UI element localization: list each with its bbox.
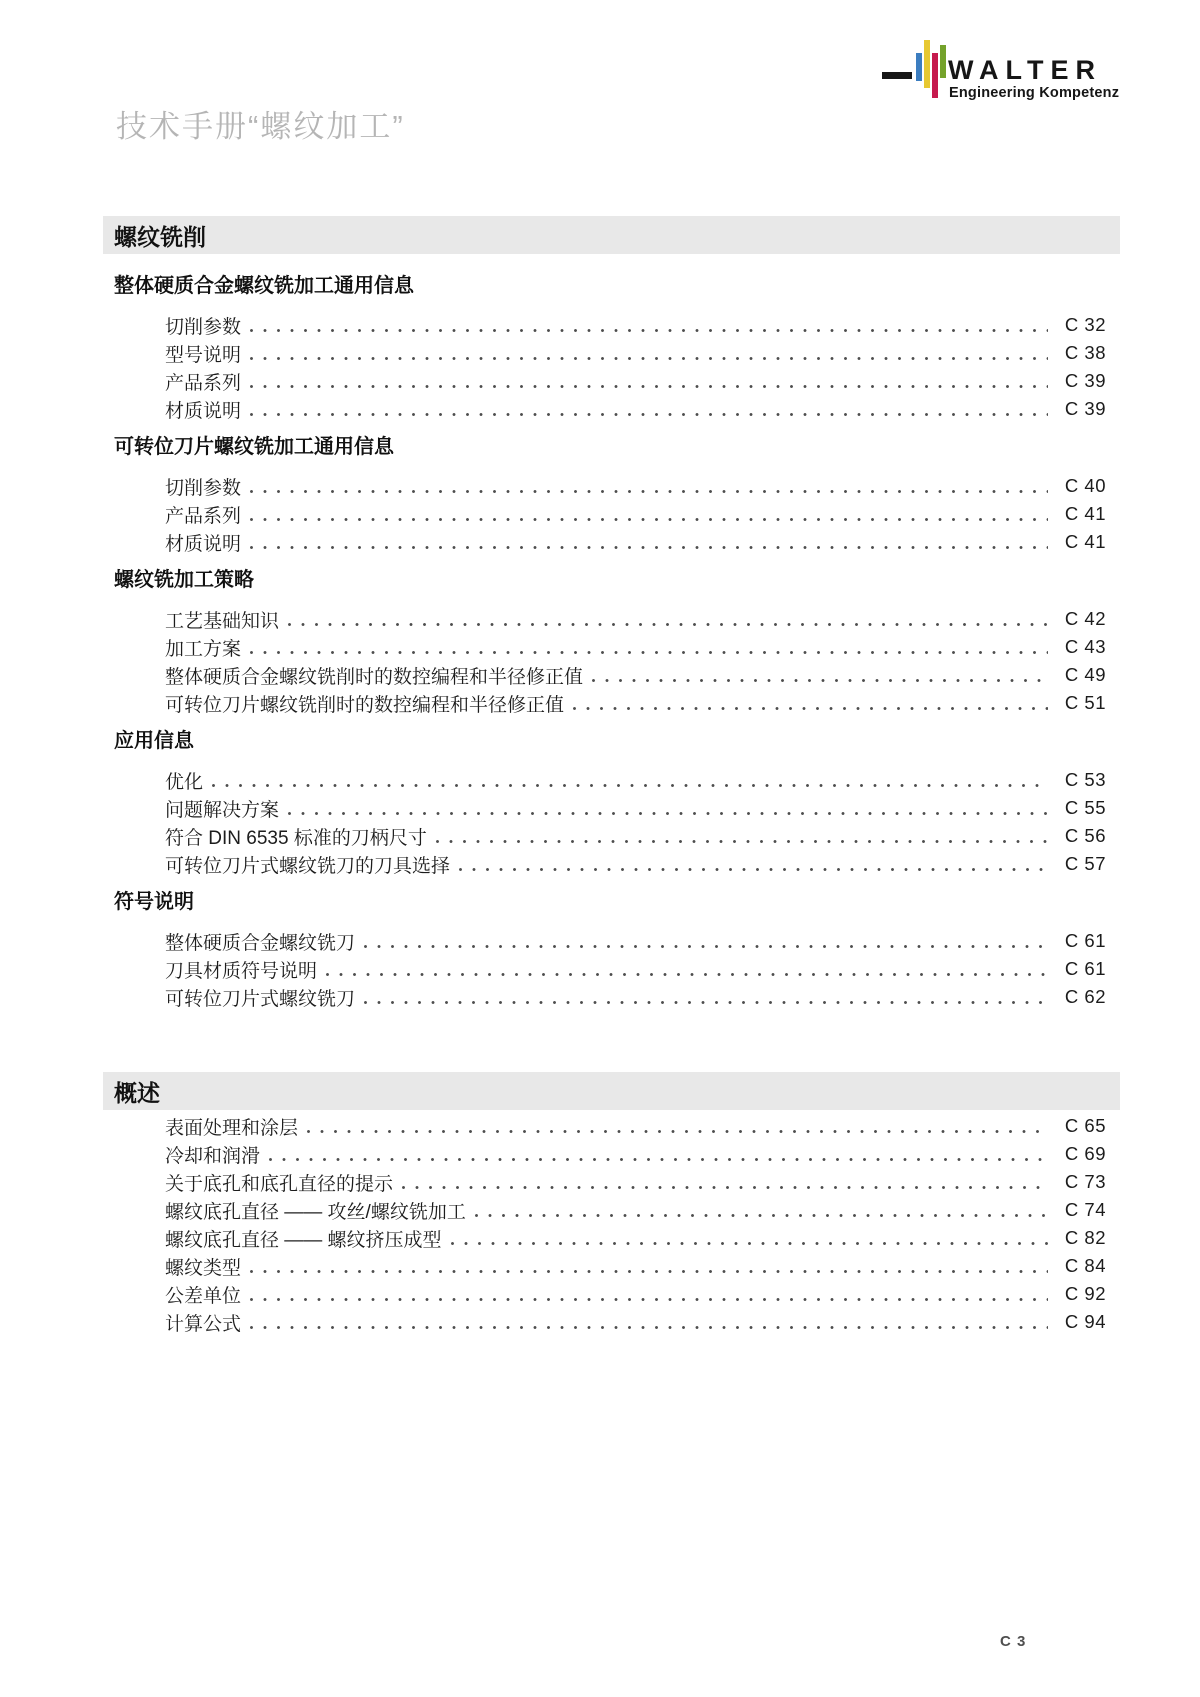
logo-tagline: Engineering Kompetenz <box>949 85 1120 101</box>
toc-entry-row <box>103 1224 1120 1252</box>
toc <box>103 216 1120 1336</box>
toc-group-heading: 符号说明 <box>114 891 194 913</box>
toc-entry-label: 螺纹底孔直径 —— 攻丝/螺纹铣加工 <box>165 1201 466 1223</box>
toc-entry-label: 表面处理和涂层 <box>165 1117 299 1139</box>
section-header-label: 螺纹铣削 <box>114 223 206 250</box>
toc-entry-label: 可转位刀片螺纹铣削时的数控编程和半径修正值 <box>165 694 565 716</box>
toc-group-heading: 螺纹铣加工策略 <box>114 569 254 591</box>
dot-leader <box>288 623 1048 626</box>
toc-entry-page-number: C 42 <box>1064 608 1106 629</box>
toc-entry-page-number: C 62 <box>1064 986 1106 1007</box>
toc-entry-page-number: C 41 <box>1064 503 1106 524</box>
dot-leader <box>288 812 1048 815</box>
toc-entry-label: 优化 <box>165 771 204 793</box>
toc-entry-row <box>103 983 1120 1011</box>
toc-entry-label: 计算公式 <box>165 1313 242 1335</box>
toc-entry-label: 符合 DIN 6535 标准的刀柄尺寸 <box>165 827 427 849</box>
toc-entry-label: 可转位刀片式螺纹铣刀的刀具选择 <box>165 855 451 877</box>
toc-entry-label: 工艺基础知识 <box>165 610 280 632</box>
toc-group <box>103 274 1120 423</box>
toc-entry-label: 材质说明 <box>165 400 242 422</box>
toc-entry-page-number: C 39 <box>1064 370 1106 391</box>
toc-group-heading: 应用信息 <box>114 730 194 752</box>
toc-entry-row <box>103 395 1120 423</box>
toc-entry-page-number: C 69 <box>1064 1143 1106 1164</box>
logo-bar-red <box>932 53 938 98</box>
dot-leader <box>250 546 1048 549</box>
toc-entry-page-number: C 39 <box>1064 398 1106 419</box>
toc-entry-label: 螺纹类型 <box>165 1257 242 1279</box>
dot-leader <box>250 490 1048 493</box>
dot-leader <box>326 973 1048 976</box>
toc-section-0 <box>103 216 1120 1011</box>
toc-entry-row <box>103 472 1120 500</box>
toc-entry-row <box>103 661 1120 689</box>
toc-entry-label: 问题解决方案 <box>165 799 280 821</box>
toc-entry-row <box>103 1112 1120 1140</box>
toc-entry-row <box>103 689 1120 717</box>
dot-leader <box>250 357 1048 360</box>
footer-page-number: C 3 <box>1000 1633 1027 1650</box>
toc-entry-page-number: C 32 <box>1064 314 1106 335</box>
toc-entry-row <box>103 1308 1120 1336</box>
logo-bar-green <box>940 45 946 78</box>
toc-entry-page-number: C 51 <box>1064 692 1106 713</box>
toc-entry-row <box>103 794 1120 822</box>
dot-leader <box>250 413 1048 416</box>
toc-entry-row <box>103 500 1120 528</box>
dot-leader <box>402 1186 1048 1189</box>
toc-entry-page-number: C 43 <box>1064 636 1106 657</box>
toc-entry-label: 可转位刀片式螺纹铣刀 <box>165 988 356 1010</box>
dot-leader <box>212 784 1048 787</box>
logo-dash-mark <box>882 72 912 79</box>
toc-entry-label: 冷却和润滑 <box>165 1145 261 1167</box>
dot-leader <box>250 1270 1048 1273</box>
toc-entry-page-number: C 94 <box>1064 1311 1106 1332</box>
toc-group <box>103 729 1120 878</box>
toc-group <box>103 435 1120 556</box>
dot-leader <box>436 840 1048 843</box>
toc-entry-label: 加工方案 <box>165 638 242 660</box>
toc-entry-label: 整体硬质合金螺纹铣削时的数控编程和半径修正值 <box>165 666 584 688</box>
toc-entry-label: 公差单位 <box>165 1285 242 1307</box>
toc-section-1 <box>103 1072 1120 1336</box>
toc-entry-page-number: C 84 <box>1064 1255 1106 1276</box>
dot-leader <box>250 385 1048 388</box>
toc-entry-row <box>103 1280 1120 1308</box>
toc-entry-page-number: C 92 <box>1064 1283 1106 1304</box>
toc-entry-page-number: C 57 <box>1064 853 1106 874</box>
toc-entry-label: 材质说明 <box>165 533 242 555</box>
toc-entry-label: 产品系列 <box>165 372 242 394</box>
dot-leader <box>269 1158 1048 1161</box>
toc-entry-row <box>103 311 1120 339</box>
toc-entry-row <box>103 850 1120 878</box>
toc-entry-page-number: C 40 <box>1064 475 1106 496</box>
toc-entry-row <box>103 927 1120 955</box>
toc-entry-row <box>103 1252 1120 1280</box>
section-header-label: 概述 <box>114 1079 160 1106</box>
toc-group-heading: 整体硬质合金螺纹铣加工通用信息 <box>114 275 414 297</box>
toc-group <box>103 568 1120 717</box>
page-title: 技术手册“螺纹加工” <box>116 109 405 144</box>
toc-entry-row <box>103 955 1120 983</box>
toc-entry-page-number: C 61 <box>1064 958 1106 979</box>
toc-entry-label: 刀具材质符号说明 <box>165 960 318 982</box>
toc-entry-row <box>103 766 1120 794</box>
section-header-bar <box>103 1072 1120 1110</box>
toc-entry-label: 型号说明 <box>165 344 242 366</box>
toc-entry-row <box>103 1168 1120 1196</box>
logo-wordmark: WALTER <box>948 55 1102 85</box>
dot-leader <box>364 945 1048 948</box>
logo-bar-yellow <box>924 40 930 88</box>
toc-entry-label: 切削参数 <box>165 477 242 499</box>
toc-entry-page-number: C 61 <box>1064 930 1106 951</box>
toc-entry-label: 关于底孔和底孔直径的提示 <box>165 1173 394 1195</box>
toc-entry-page-number: C 65 <box>1064 1115 1106 1136</box>
dot-leader <box>573 707 1048 710</box>
dot-leader <box>250 1326 1048 1329</box>
toc-group <box>103 1112 1120 1336</box>
toc-entry-row <box>103 1140 1120 1168</box>
dot-leader <box>592 679 1048 682</box>
section-header-bar <box>103 216 1120 254</box>
toc-entry-page-number: C 53 <box>1064 769 1106 790</box>
toc-entry-row <box>103 605 1120 633</box>
dot-leader <box>459 868 1048 871</box>
toc-entry-row <box>103 528 1120 556</box>
toc-entry-page-number: C 41 <box>1064 531 1106 552</box>
toc-entry-page-number: C 38 <box>1064 342 1106 363</box>
walter-logo <box>880 38 1120 102</box>
toc-entry-label: 切削参数 <box>165 316 242 338</box>
dot-leader <box>475 1214 1048 1217</box>
dot-leader <box>451 1242 1048 1245</box>
dot-leader <box>307 1130 1048 1133</box>
toc-entry-row <box>103 633 1120 661</box>
toc-entry-label: 产品系列 <box>165 505 242 527</box>
toc-entry-page-number: C 73 <box>1064 1171 1106 1192</box>
toc-group <box>103 890 1120 1011</box>
toc-entry-page-number: C 55 <box>1064 797 1106 818</box>
toc-entry-row <box>103 1196 1120 1224</box>
toc-entry-row <box>103 367 1120 395</box>
dot-leader <box>364 1001 1048 1004</box>
dot-leader <box>250 329 1048 332</box>
toc-entry-page-number: C 82 <box>1064 1227 1106 1248</box>
dot-leader <box>250 1298 1048 1301</box>
toc-entry-row <box>103 822 1120 850</box>
toc-entry-label: 整体硬质合金螺纹铣刀 <box>165 932 356 954</box>
dot-leader <box>250 651 1048 654</box>
toc-entry-row <box>103 339 1120 367</box>
dot-leader <box>250 518 1048 521</box>
logo-bar-blue <box>916 53 922 81</box>
toc-entry-label: 螺纹底孔直径 —— 螺纹挤压成型 <box>165 1229 442 1251</box>
toc-group-heading: 可转位刀片螺纹铣加工通用信息 <box>114 436 394 458</box>
toc-entry-page-number: C 56 <box>1064 825 1106 846</box>
toc-entry-page-number: C 49 <box>1064 664 1106 685</box>
toc-entry-page-number: C 74 <box>1064 1199 1106 1220</box>
